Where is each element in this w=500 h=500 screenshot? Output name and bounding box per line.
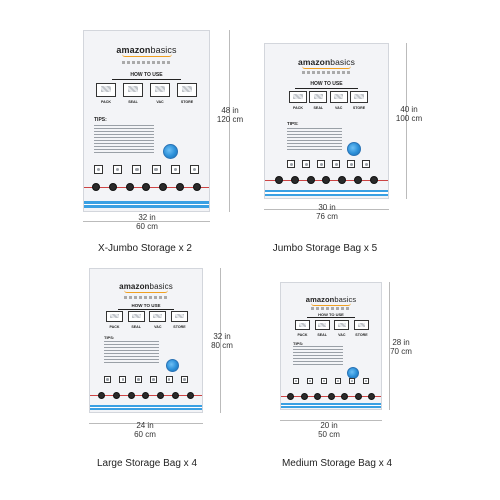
zipper-clip bbox=[287, 393, 294, 400]
how-to-use-heading: HOW TO USE bbox=[318, 312, 344, 317]
product-caption: Large Storage Bag x 4 bbox=[96, 458, 198, 469]
brand-logo: amazonbasics bbox=[298, 57, 355, 67]
zip-seal-strip bbox=[281, 403, 381, 408]
zipper-clip bbox=[314, 393, 321, 400]
steps-row bbox=[295, 320, 369, 337]
step-vac: VAC bbox=[150, 83, 170, 97]
product-caption: Jumbo Storage Bag x 5 bbox=[272, 243, 378, 254]
step-seal: SEAL bbox=[123, 83, 143, 97]
tips-heading: TIPS: bbox=[287, 121, 299, 126]
care-icon bbox=[335, 378, 341, 384]
step-seal: SEAL bbox=[315, 320, 330, 330]
zipper-row bbox=[287, 392, 375, 400]
storage-bag-image bbox=[280, 282, 382, 410]
zipper-clip bbox=[341, 393, 348, 400]
step-pack: PACK bbox=[96, 83, 116, 97]
divider bbox=[307, 317, 355, 318]
how-to-use-heading: HOW TO USE bbox=[310, 81, 343, 87]
height-dimension-label: 32 in 80 cm bbox=[211, 332, 233, 350]
zipper-clip bbox=[368, 393, 375, 400]
tips-heading: TIPS: bbox=[94, 117, 107, 123]
care-icon bbox=[321, 378, 327, 384]
step-seal: SEAL bbox=[128, 311, 145, 322]
care-icons-row bbox=[293, 378, 369, 384]
tips-heading: TIPS: bbox=[104, 335, 115, 340]
zipper-clip bbox=[301, 393, 308, 400]
care-icon bbox=[349, 378, 355, 384]
brand-logo: amazonbasics bbox=[119, 282, 173, 291]
step-store: STORE bbox=[177, 83, 197, 97]
step-pack: PACK bbox=[289, 91, 307, 103]
care-icon bbox=[363, 378, 369, 384]
step-store: STORE bbox=[350, 91, 368, 103]
product-caption: Medium Storage Bag x 4 bbox=[281, 458, 393, 469]
bag-subline bbox=[311, 307, 351, 310]
step-store: STORE bbox=[354, 320, 369, 330]
tips-heading: TIPS: bbox=[293, 341, 304, 346]
how-to-use-heading: HOW TO USE bbox=[131, 303, 161, 308]
height-dimension-label: 40 in 100 cm bbox=[395, 105, 423, 123]
care-icon bbox=[293, 378, 299, 384]
brand-logo: amazonbasics bbox=[305, 295, 357, 304]
zipper-clip bbox=[328, 393, 335, 400]
height-dimension-label: 28 in 70 cm bbox=[390, 338, 412, 356]
height-dimension-label: 48 in 120 cm bbox=[216, 106, 244, 124]
product-caption: X-Jumbo Storage x 2 bbox=[98, 243, 192, 254]
step-pack: PACK bbox=[106, 311, 123, 322]
step-vac: VAC bbox=[149, 311, 166, 322]
brand-logo: amazonbasics bbox=[116, 45, 177, 55]
step-vac: VAC bbox=[330, 91, 348, 103]
width-dimension-label: 20 in 50 cm bbox=[318, 421, 340, 439]
step-store: STORE bbox=[171, 311, 188, 322]
width-dimension-label: 32 in 60 cm bbox=[136, 213, 158, 231]
step-vac: VAC bbox=[334, 320, 349, 330]
how-to-use-heading: HOW TO USE bbox=[130, 72, 163, 78]
care-icon bbox=[307, 378, 313, 384]
width-dimension-label: 30 in 76 cm bbox=[316, 203, 338, 221]
step-pack: PACK bbox=[295, 320, 310, 330]
zipper-clip bbox=[355, 393, 362, 400]
tips-text bbox=[293, 346, 343, 366]
width-dimension-label: 24 in 60 cm bbox=[134, 421, 156, 439]
step-seal: SEAL bbox=[309, 91, 327, 103]
